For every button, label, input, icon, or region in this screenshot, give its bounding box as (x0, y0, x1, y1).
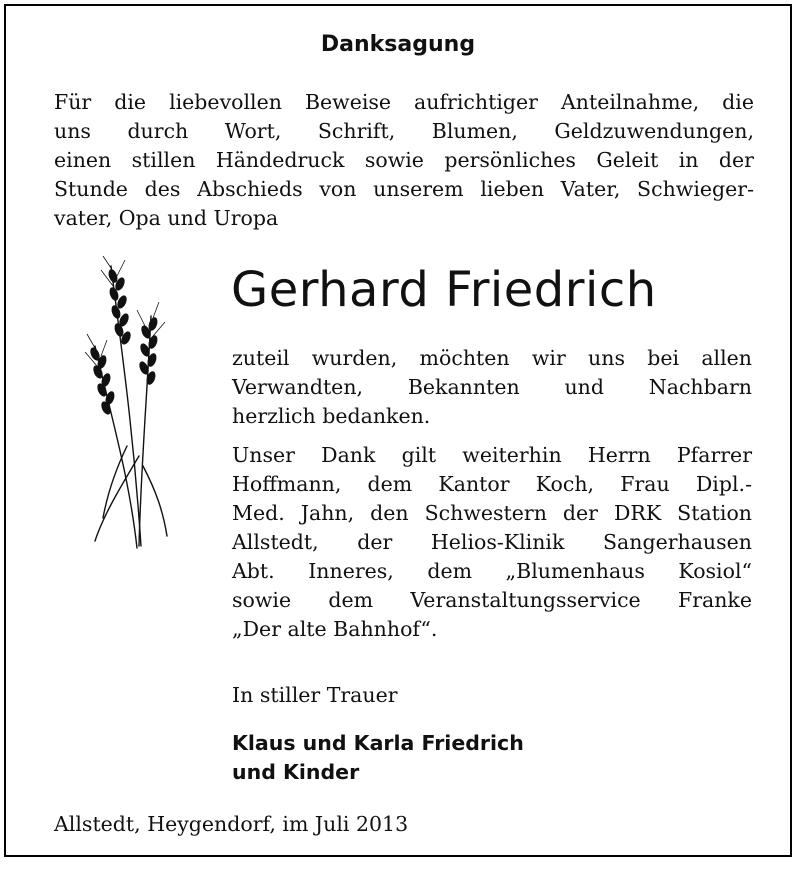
signer-line: Klaus und Karla Friedrich (232, 731, 524, 755)
acknowledgement-line: Med. Jahn, den Schwestern der DRK Station (232, 501, 752, 525)
acknowledgement-line: Hoffmann, dem Kantor Koch, Frau Dipl.- (232, 472, 752, 496)
thanks-line: Verwandten, Bekannten und Nachbarn (232, 375, 752, 399)
intro-line: Für die liebevollen Beweise aufrichtiger Anteilnahme, die (54, 90, 754, 114)
thanks-paragraph (232, 344, 752, 431)
deceased-name: Gerhard Friedrich (231, 262, 657, 318)
intro-line: vater, Opa und Uropa (54, 206, 279, 230)
acknowledgement-paragraph (232, 441, 752, 644)
notice-title: Danksagung (320, 32, 476, 57)
thanks-line: zuteil wurden, möchten wir uns bei allen (232, 346, 752, 370)
intro-line: Stunde des Abschieds von unserem lieben Vater, Schwieger- (54, 177, 754, 201)
acknowledgement-line: Allstedt, der Helios-Klinik Sangerhausen (232, 530, 752, 554)
intro-line: einen stillen Händedruck sowie persönliches Geleit in der (54, 148, 754, 172)
intro-paragraph (54, 88, 754, 233)
acknowledgement-line: Unser Dank gilt weiterhin Herrn Pfarrer (232, 443, 752, 467)
acknowledgement-line: „Der alte Bahnhof“. (232, 617, 438, 641)
thanks-line: herzlich bedanken. (232, 404, 431, 428)
signer-line: und Kinder (232, 760, 360, 784)
wheat-ears-icon (81, 256, 191, 556)
signers (232, 729, 524, 787)
acknowledgement-line: sowie dem Veranstaltungsservice Franke (232, 588, 752, 612)
mourning-text: In stiller Trauer (232, 683, 398, 707)
intro-line: uns durch Wort, Schrift, Blumen, Geldzuwendungen, (54, 119, 754, 143)
place-date: Allstedt, Heygendorf, im Juli 2013 (54, 812, 409, 836)
acknowledgement-line: Abt. Inneres, dem „Blumenhaus Kosiol“ (232, 559, 752, 583)
notice-frame (4, 4, 792, 857)
